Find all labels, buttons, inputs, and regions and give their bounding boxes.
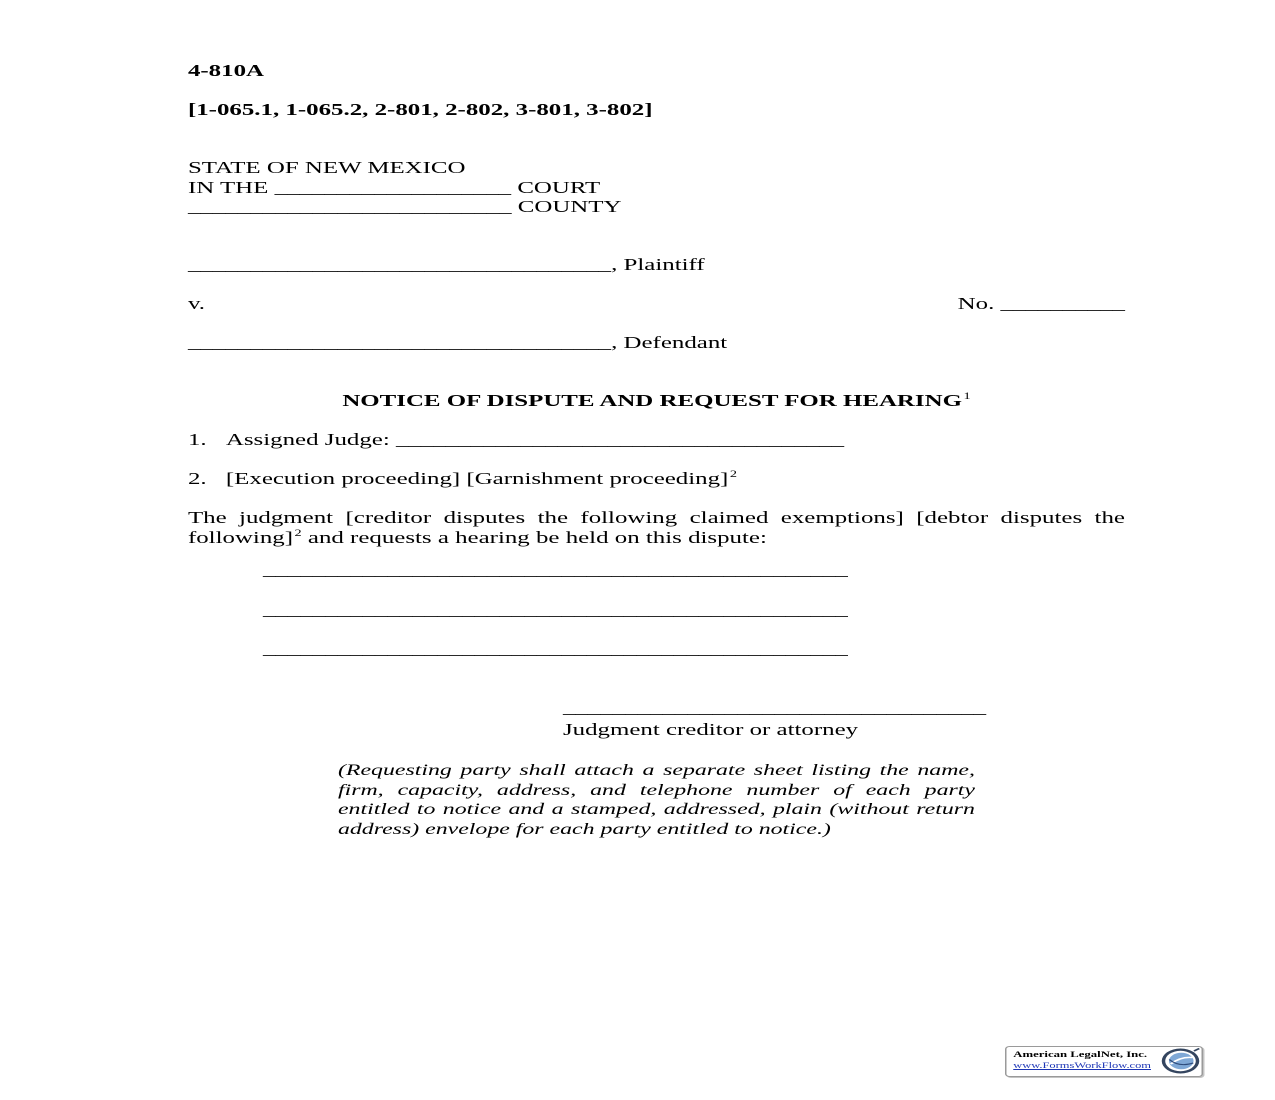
item-proceeding-type [188,469,737,489]
court-prefix: IN THE [187,177,269,197]
title-footnote-marker: 1 [963,392,971,402]
plaintiff-name-blank[interactable]: __________________________________ [187,255,612,274]
item-assigned-judge [188,430,844,450]
proceeding-type-text: [Execution proceeding] [Garnishment proceeding] [225,469,729,488]
county-name-blank[interactable]: __________________________ [187,197,512,216]
court-suffix: COURT [517,177,601,197]
dispute-blank-line[interactable]: _______________________________________________ [262,560,848,579]
defendant-name-blank[interactable]: __________________________________ [187,333,612,352]
logo-website-link[interactable]: www.FormsWorkFlow.com [1013,1061,1151,1070]
item-number: 2. [187,469,207,488]
caption-state: STATE OF NEW MEXICO [187,158,466,177]
assigned-judge-blank[interactable]: ____________________________________ [396,430,845,449]
instructions-line: address) envelope for each party entitled to notice.) [337,820,831,838]
versus-label: v. [187,294,206,313]
dispute-paragraph-line-2 [188,528,767,548]
case-number-line [958,294,1125,314]
court-name-blank[interactable]: ___________________ [274,177,512,197]
dispute-footnote-marker: 2 [294,528,302,539]
page-title [188,391,1125,411]
page-title-text: NOTICE OF DISPUTE AND REQUEST FOR HEARING [342,391,962,410]
plaintiff-line [188,255,705,275]
caption-court-line [188,178,600,198]
dispute-paragraph-line-1: The judgment [creditor disputes the following claimed exemptions] [debtor disputes the [187,508,1125,527]
defendant-line [188,333,727,353]
logo-company-name: American LegalNet, Inc. [1013,1049,1148,1059]
globe-logo-icon [1160,1047,1199,1075]
plaintiff-label: , Plaintiff [611,255,705,274]
rule-references: [1-065.1, 1-065.2, 2-801, 2-802, 3-801, 3-802] [187,100,653,119]
dispute-line-2-end: and requests a hearing be held on this dispute: [307,527,767,547]
instructions-line: (Requesting party shall attach a separate sheet listing the name, [337,762,975,779]
dispute-blank-line[interactable]: _______________________________________________ [262,599,848,619]
instructions-line: firm, capacity, address, and telephone number of each party [337,781,975,799]
proceeding-footnote-marker: 2 [729,470,737,480]
caption-county-line [188,197,622,217]
signature-label: Judgment creditor or attorney [562,720,859,739]
case-number-label: No. [957,294,995,313]
dispute-blank-line[interactable]: _______________________________________________ [262,639,848,658]
item-number: 1. [187,430,207,449]
assigned-judge-label: Assigned Judge: [225,430,390,449]
publisher-logo [1004,1046,1202,1077]
defendant-label: , Defendant [611,333,728,352]
dispute-line-2-start: following] [187,527,294,547]
instructions-line: entitled to notice and a stamped, addressed, plain (without return [337,801,975,818]
case-number-blank[interactable]: __________ [1000,294,1125,313]
form-number: 4-810A [187,61,264,80]
county-suffix: COUNTY [517,197,622,216]
signature-blank[interactable]: __________________________________ [562,698,987,717]
